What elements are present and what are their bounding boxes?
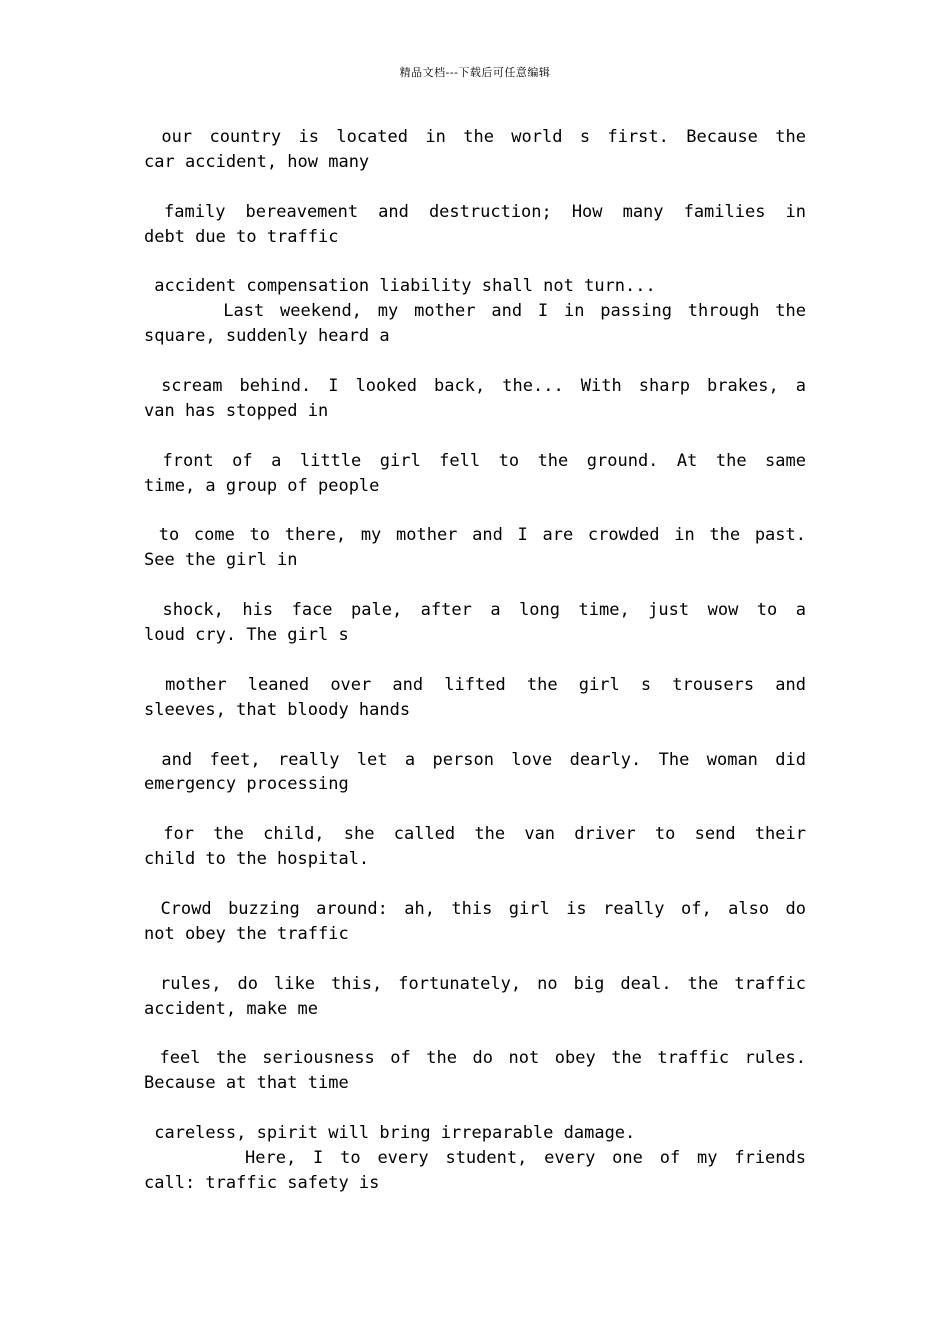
text-line: front of a little girl fell to the ground. At the same bbox=[144, 450, 806, 471]
text-line: emergency processing bbox=[144, 774, 349, 795]
text-line: and feet, really let a person love dearly. The woman did bbox=[144, 749, 806, 770]
text-line: scream behind. I looked back, the... With sharp brakes, a bbox=[144, 376, 806, 397]
text-line: shock, his face pale, after a long time, just wow to a bbox=[144, 600, 806, 621]
paragraph-gap bbox=[144, 648, 806, 673]
page-header: 精品文档---下载后可任意编辑 bbox=[399, 66, 551, 79]
paragraph-gap bbox=[144, 424, 806, 449]
text-line: to come to there, my mother and I are crowded in the past. bbox=[144, 525, 806, 546]
paragraph-gap bbox=[144, 573, 806, 598]
text-line: van has stopped in bbox=[144, 400, 329, 421]
paragraph-gap bbox=[144, 947, 806, 972]
text-line: Crowd buzzing around: ah, this girl is really of, also do bbox=[144, 898, 806, 919]
paragraph-gap bbox=[144, 723, 806, 748]
paragraph-gap bbox=[144, 1021, 806, 1046]
text-line: not obey the traffic bbox=[144, 923, 349, 944]
document-body bbox=[144, 125, 806, 1196]
paragraph-gap bbox=[144, 349, 806, 374]
text-line: loud cry. The girl s bbox=[144, 625, 349, 646]
text-line: See the girl in bbox=[144, 550, 298, 571]
text-line: call: traffic safety is bbox=[144, 1172, 380, 1193]
text-line: square, suddenly heard a bbox=[144, 326, 390, 347]
text-line: accident, make me bbox=[144, 998, 318, 1019]
text-line: accident compensation liability shall not turn... bbox=[144, 276, 656, 297]
text-line: Here, I to every student, every one of my friends bbox=[144, 1147, 806, 1168]
text-line: rules, do like this, fortunately, no big deal. the traffic bbox=[144, 973, 806, 994]
paragraph-gap bbox=[144, 250, 806, 275]
text-line: careless, spirit will bring irreparable damage. bbox=[144, 1123, 636, 1144]
text-line: for the child, she called the van driver to send their bbox=[144, 824, 806, 845]
paragraph-gap bbox=[144, 872, 806, 897]
text-line: Because at that time bbox=[144, 1073, 349, 1094]
paragraph-gap bbox=[144, 175, 806, 200]
paragraph-gap bbox=[144, 499, 806, 524]
text-line: family bereavement and destruction; How many families in bbox=[144, 201, 806, 222]
text-line: our country is located in the world s first. Because the bbox=[144, 127, 806, 147]
text-line: child to the hospital. bbox=[144, 849, 370, 870]
text-line: time, a group of people bbox=[144, 475, 380, 496]
text-line: car accident, how many bbox=[144, 151, 370, 172]
paragraph-gap bbox=[144, 1096, 806, 1121]
paragraph-gap bbox=[144, 797, 806, 822]
text-line: mother leaned over and lifted the girl s trousers and bbox=[144, 674, 806, 695]
text-line: sleeves, that bloody hands bbox=[144, 699, 411, 720]
text-line: debt due to traffic bbox=[144, 226, 339, 247]
text-line: Last weekend, my mother and I in passing through the bbox=[144, 301, 806, 322]
text-line: feel the seriousness of the do not obey the traffic rules. bbox=[144, 1048, 806, 1069]
